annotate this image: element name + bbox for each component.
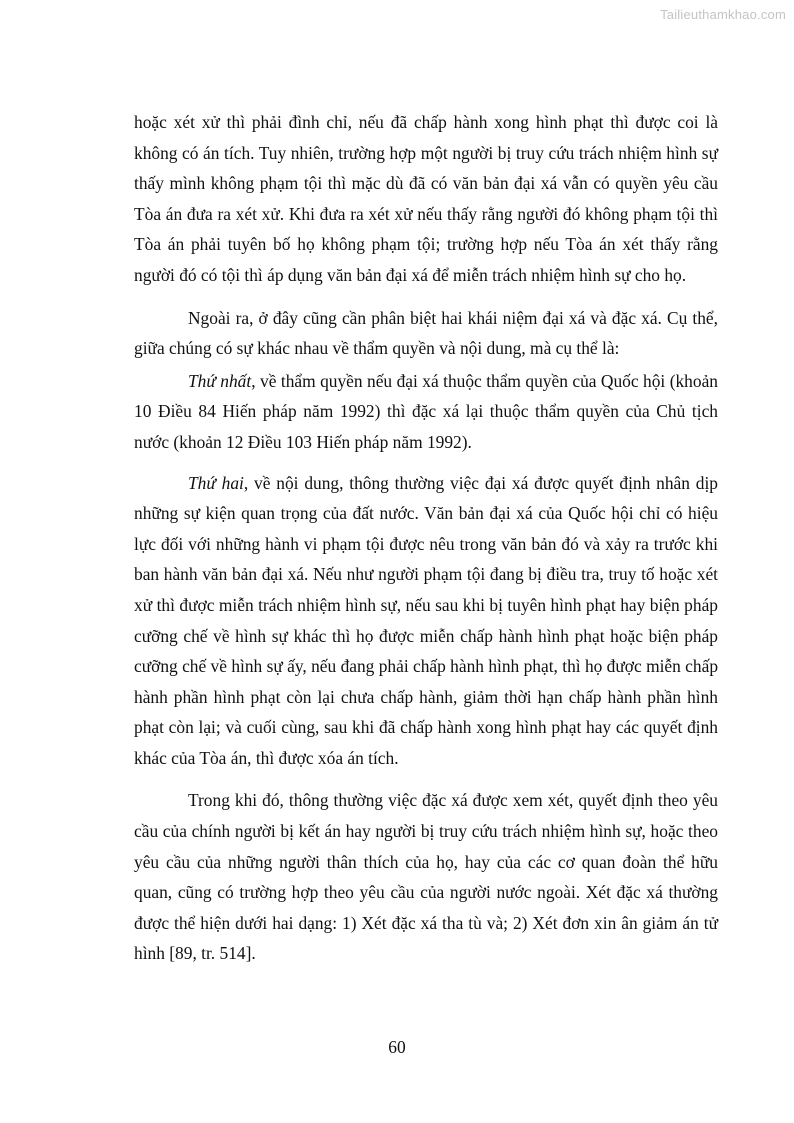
paragraph-4 (134, 468, 718, 774)
page-number: 60 (388, 1037, 406, 1057)
watermark: Tailieuthamkhao.com (660, 7, 786, 22)
paragraph-1: hoặc xét xử thì phải đình chỉ, nếu đã chấp hành xong hình phạt thì được coi là không có án tích. Tuy nhiên, trường hợp một người bị truy cứu trách nhiệm hình sự thấy mình không phạm tội thì mặc dù đã có văn bản đại xá vẫn có quyền yêu cầu Tòa án đưa ra xét xử. Khi đưa ra xét xử nếu thấy rằng người đó không phạm tội thì Tòa án phải tuyên bố họ không phạm tội; trường hợp nếu Tòa án xét thấy rằng người đó có tội thì áp dụng văn bản đại xá để miễn trách nhiệm hình sự cho họ. (134, 112, 718, 285)
paragraph-3-lead: Thứ nhất (188, 370, 252, 391)
paragraph-5: Trong khi đó, thông thường việc đặc xá được xem xét, quyết định theo yêu cầu của chính người bị kết án hay người bị truy cứu trách nhiệm hình sự, hoặc theo yêu cầu của những người thân thích của họ, hay của các cơ quan đoàn thể hữu quan, cũng có trường hợp theo yêu cầu của người nước ngoài. Xét đặc xá thường được thể hiện dưới hai dạng: 1) Xét đặc xá tha tù và; 2) Xét đơn xin ân giảm án tử hình [89, tr. 514]. (134, 790, 718, 964)
paragraph-4-text: , về nội dung, thông thường việc đại xá được quyết định nhân dịp những sự kiện quan trọng của đất nước. Văn bản đại xá của Quốc hội chỉ có hiệu lực đối với những hành vi phạm tội được nêu trong văn bản đó và xảy ra trước khi ban hành văn bản đại xá. Nếu như người phạm tội đang bị điều tra, truy tố hoặc xét xử thì được miễn trách nhiệm hình sự, nếu sau khi bị tuyên hình phạt hay biện pháp cưỡng chế về hình sự khác thì họ được miễn chấp hành hình phạt hoặc biện pháp cưỡng chế về hình sự ấy, nếu đang phải chấp hành hình phạt, thì họ được miễn chấp hành phần hình phạt còn lại chưa chấp hành, giảm thời hạn chấp hành phần hình phạt còn lại; và cuối cùng, sau khi đã chấp hành xong hình phạt hay các quyết định khác của Tòa án, thì được xóa án tích. (134, 472, 719, 768)
paragraph-2: Ngoài ra, ở đây cũng cần phân biệt hai khái niệm đại xá và đặc xá. Cụ thể, giữa chúng có sự khác nhau về thẩm quyền và nội dung, mà cụ thể là: (134, 307, 718, 359)
paragraph-3-text: , về thẩm quyền nếu đại xá thuộc thẩm quyền của Quốc hội (khoản 10 Điều 84 Hiến pháp năm 1992) thì đặc xá lại thuộc thẩm quyền của Chủ tịch nước (khoản 12 Điều 103 Hiến pháp năm 1992). (134, 370, 718, 452)
document-body (134, 107, 718, 969)
paragraph-4-lead: Thứ hai (188, 472, 244, 493)
paragraph-3 (134, 366, 718, 458)
